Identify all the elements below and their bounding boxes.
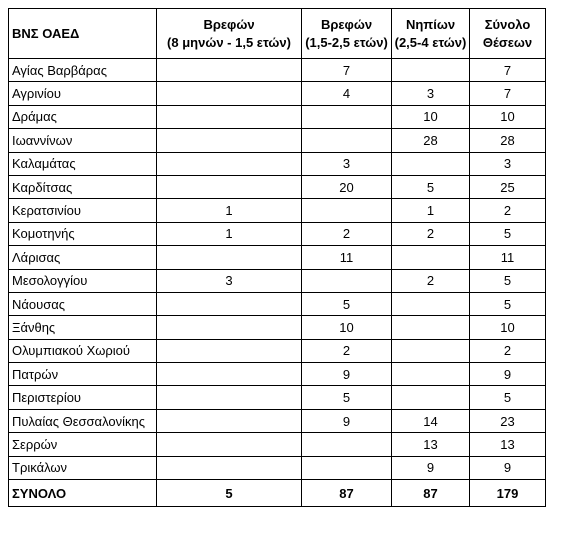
total-places-cell: 2 — [470, 339, 546, 362]
infants-young-cell — [157, 456, 302, 479]
unit-name-cell: Πατρών — [9, 363, 157, 386]
toddlers-cell: 3 — [392, 82, 470, 105]
total-places-cell: 5 — [470, 222, 546, 245]
total-places-cell: 5 — [470, 386, 546, 409]
infants-older-cell — [302, 129, 392, 152]
table-row — [9, 386, 546, 409]
infants-older-cell: 9 — [302, 363, 392, 386]
toddlers-cell: 1 — [392, 199, 470, 222]
toddlers-cell: 13 — [392, 433, 470, 456]
header-toddlers-title: Νηπίων — [405, 16, 456, 32]
table-row — [9, 456, 546, 479]
header-infants-older — [302, 9, 392, 59]
table-row — [9, 59, 546, 82]
infants-older-cell: 2 — [302, 222, 392, 245]
table-row — [9, 339, 546, 362]
infants-young-cell — [157, 292, 302, 315]
toddlers-cell — [392, 363, 470, 386]
unit-name-cell: Περιστερίου — [9, 386, 157, 409]
infants-young-cell: 1 — [157, 222, 302, 245]
toddlers-cell — [392, 292, 470, 315]
total-places-cell: 23 — [470, 409, 546, 432]
toddlers-cell: 9 — [392, 456, 470, 479]
infants-young-cell — [157, 363, 302, 386]
toddlers-cell: 10 — [392, 105, 470, 128]
total-infants-young: 5 — [157, 480, 302, 507]
nursery-places-table — [8, 8, 546, 507]
unit-name-cell: Αγρινίου — [9, 82, 157, 105]
toddlers-cell — [392, 386, 470, 409]
table-row — [9, 199, 546, 222]
unit-name-cell: Κομοτηνής — [9, 222, 157, 245]
header-total-places — [470, 9, 546, 59]
header-infants-young-title: Βρεφών — [203, 16, 255, 32]
infants-older-cell: 4 — [302, 82, 392, 105]
infants-older-cell — [302, 269, 392, 292]
toddlers-cell: 2 — [392, 269, 470, 292]
infants-young-cell — [157, 316, 302, 339]
unit-name-cell: Ξάνθης — [9, 316, 157, 339]
toddlers-cell: 14 — [392, 409, 470, 432]
table-row — [9, 409, 546, 432]
table-row — [9, 105, 546, 128]
infants-older-cell: 10 — [302, 316, 392, 339]
infants-young-cell: 1 — [157, 199, 302, 222]
table-row — [9, 316, 546, 339]
header-total-title: Σύνολο — [484, 16, 531, 32]
unit-name-cell: Καλαμάτας — [9, 152, 157, 175]
total-places-cell: 5 — [470, 269, 546, 292]
unit-name-cell: Δράμας — [9, 105, 157, 128]
table-row — [9, 222, 546, 245]
toddlers-cell — [392, 59, 470, 82]
total-label: ΣΥΝΟΛΟ — [9, 480, 157, 507]
unit-name-cell: Πυλαίας Θεσσαλονίκης — [9, 409, 157, 432]
header-row — [9, 9, 546, 59]
total-toddlers: 87 — [392, 480, 470, 507]
toddlers-cell — [392, 339, 470, 362]
unit-name-cell: Αγίας Βαρβάρας — [9, 59, 157, 82]
infants-young-cell: 3 — [157, 269, 302, 292]
table-row — [9, 292, 546, 315]
header-infants-young — [157, 9, 302, 59]
total-places-cell: 7 — [470, 59, 546, 82]
header-toddlers-age: (2,5-4 ετών) — [394, 34, 467, 50]
total-places-cell: 13 — [470, 433, 546, 456]
infants-older-cell: 11 — [302, 246, 392, 269]
unit-name-cell: Νάουσας — [9, 292, 157, 315]
total-row — [9, 480, 546, 507]
infants-older-cell: 3 — [302, 152, 392, 175]
toddlers-cell: 5 — [392, 175, 470, 198]
table-row — [9, 433, 546, 456]
infants-older-cell: 7 — [302, 59, 392, 82]
infants-young-cell — [157, 339, 302, 362]
unit-name-cell: Ιωαννίνων — [9, 129, 157, 152]
total-places-cell: 5 — [470, 292, 546, 315]
toddlers-cell — [392, 316, 470, 339]
toddlers-cell — [392, 152, 470, 175]
total-places-cell: 28 — [470, 129, 546, 152]
header-total-subtitle: Θέσεων — [482, 34, 533, 50]
infants-young-cell — [157, 129, 302, 152]
header-unit-label: ΒΝΣ ΟΑΕΔ — [12, 25, 80, 41]
header-infants-older-age: (1,5-2,5 ετών) — [305, 34, 388, 50]
unit-name-cell: Τρικάλων — [9, 456, 157, 479]
total-places-cell: 10 — [470, 316, 546, 339]
header-unit — [9, 9, 157, 59]
infants-older-cell: 2 — [302, 339, 392, 362]
unit-name-cell: Σερρών — [9, 433, 157, 456]
infants-older-cell — [302, 456, 392, 479]
infants-young-cell — [157, 246, 302, 269]
infants-older-cell — [302, 199, 392, 222]
infants-young-cell — [157, 386, 302, 409]
total-infants-older: 87 — [302, 480, 392, 507]
unit-name-cell: Καρδίτσας — [9, 175, 157, 198]
header-toddlers — [392, 9, 470, 59]
infants-older-cell — [302, 105, 392, 128]
header-infants-young-age: (8 μηνών - 1,5 ετών) — [167, 34, 291, 50]
infants-older-cell: 5 — [302, 292, 392, 315]
table-row — [9, 129, 546, 152]
unit-name-cell: Κερατσινίου — [9, 199, 157, 222]
table-row — [9, 152, 546, 175]
total-places-cell: 10 — [470, 105, 546, 128]
total-places: 179 — [470, 480, 546, 507]
toddlers-cell: 28 — [392, 129, 470, 152]
table-row — [9, 269, 546, 292]
total-places-cell: 7 — [470, 82, 546, 105]
unit-name-cell: Λάρισας — [9, 246, 157, 269]
unit-name-cell: Μεσολογγίου — [9, 269, 157, 292]
total-places-cell: 9 — [470, 456, 546, 479]
unit-name-cell: Ολυμπιακού Χωριού — [9, 339, 157, 362]
infants-young-cell — [157, 175, 302, 198]
infants-young-cell — [157, 59, 302, 82]
infants-young-cell — [157, 105, 302, 128]
total-places-cell: 25 — [470, 175, 546, 198]
total-places-cell: 11 — [470, 246, 546, 269]
infants-older-cell — [302, 433, 392, 456]
infants-young-cell — [157, 409, 302, 432]
table-row — [9, 82, 546, 105]
total-places-cell: 9 — [470, 363, 546, 386]
total-places-cell: 2 — [470, 199, 546, 222]
header-infants-older-title: Βρεφών — [320, 16, 373, 32]
toddlers-cell: 2 — [392, 222, 470, 245]
total-places-cell: 3 — [470, 152, 546, 175]
infants-older-cell: 9 — [302, 409, 392, 432]
infants-older-cell: 5 — [302, 386, 392, 409]
toddlers-cell — [392, 246, 470, 269]
infants-young-cell — [157, 82, 302, 105]
table-row — [9, 363, 546, 386]
infants-older-cell: 20 — [302, 175, 392, 198]
infants-young-cell — [157, 152, 302, 175]
table-row — [9, 246, 546, 269]
table-row — [9, 175, 546, 198]
infants-young-cell — [157, 433, 302, 456]
